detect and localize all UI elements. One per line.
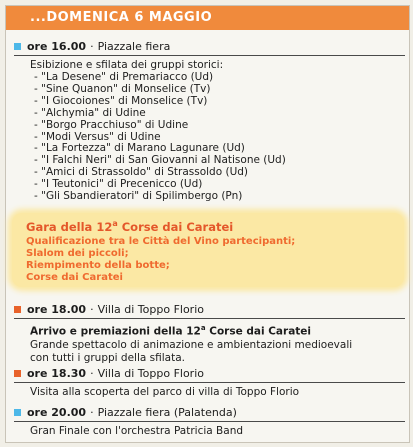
groups-list	[14, 72, 405, 203]
separator-dot: ·	[90, 405, 94, 419]
gara-line: Slalom dei piccoli;	[26, 247, 129, 259]
divider	[14, 318, 405, 319]
event-place: Villa di Toppo Florio	[97, 302, 204, 316]
group-item: - "Alchymia" di Udine	[34, 106, 146, 119]
blue-square-icon	[14, 409, 21, 416]
event-time: ore 16.00	[27, 39, 87, 53]
event-16-00	[14, 39, 405, 203]
event-line: Grande spettacolo di animazione e ambientazioni medioevali	[30, 338, 353, 351]
event-18-00	[14, 302, 405, 365]
event-line: Visita alla scoperta del parco di villa di Toppo Florio	[30, 386, 300, 398]
event-time-row	[14, 405, 405, 419]
event-time: ore 18.30	[27, 366, 87, 380]
event-20-00	[14, 405, 405, 438]
group-item: - "Borgo Pracchiuso" di Udine	[34, 118, 189, 131]
group-item: - "Sine Quanon" di Monselice (Tv)	[34, 82, 211, 95]
divider	[14, 421, 405, 422]
event-place: Villa di Toppo Florio	[97, 366, 204, 380]
event-place: Piazzale fiera (Palatenda)	[97, 405, 237, 419]
separator-dot: ·	[90, 39, 94, 53]
group-item: - "La Fortezza" di Marano Lagunare (Ud)	[34, 142, 245, 155]
event-time-row	[14, 366, 405, 380]
day-header: ...DOMENICA 6 MAGGIO	[6, 6, 409, 30]
gara-lines	[26, 236, 404, 284]
separator-dot: ·	[90, 366, 94, 380]
group-item: - "I Teutonici" di Precenicco (Ud)	[34, 178, 203, 191]
event-18-30	[14, 366, 405, 399]
blue-square-icon	[14, 43, 21, 50]
event-time: ore 20.00	[27, 405, 87, 419]
orange-square-icon	[14, 306, 21, 313]
group-item: - "I Giocoiones" di Monselice (Tv)	[34, 94, 208, 107]
divider	[14, 55, 405, 56]
gara-line: Corse dai Caratei	[26, 271, 123, 283]
group-item: - "Amici di Strassoldo" di Strassoldo (Ud)	[34, 166, 249, 179]
group-item: - "La Desene" di Premariacco (Ud)	[34, 71, 214, 83]
orange-square-icon	[14, 370, 21, 377]
divider	[14, 382, 405, 383]
event-time-row	[14, 39, 405, 53]
event-line: Gran Finale con l'orchestra Patricia Band	[30, 425, 244, 437]
group-item: - "I Falchi Neri" di San Giovanni al Natisone (Ud)	[34, 154, 286, 167]
event-description: Esibizione e sfilata dei gruppi storici:	[30, 59, 224, 71]
event-line: con tutti i gruppi della sfilata.	[30, 351, 185, 364]
gara-title: Gara della 12$^a$ Corse dai Caratei	[26, 219, 234, 234]
event-time: ore 18.00	[27, 302, 87, 316]
gara-line: Riempimento della botte;	[26, 259, 170, 271]
group-item: - "Gli Sbandieratori" di Spilimbergo (Pn)	[34, 190, 243, 203]
event-time-row	[14, 302, 405, 316]
group-item: - "Modi Versus" di Udine	[34, 130, 161, 143]
gara-line: Qualificazione tra le Città del Vino partecipanti;	[26, 235, 296, 247]
gara-highlight-box	[12, 213, 404, 287]
separator-dot: ·	[90, 302, 94, 316]
event-place: Piazzale fiera	[97, 39, 171, 53]
event-title: Arrivo e premiazioni della 12$^a$ Corse dai Caratei	[30, 324, 312, 338]
